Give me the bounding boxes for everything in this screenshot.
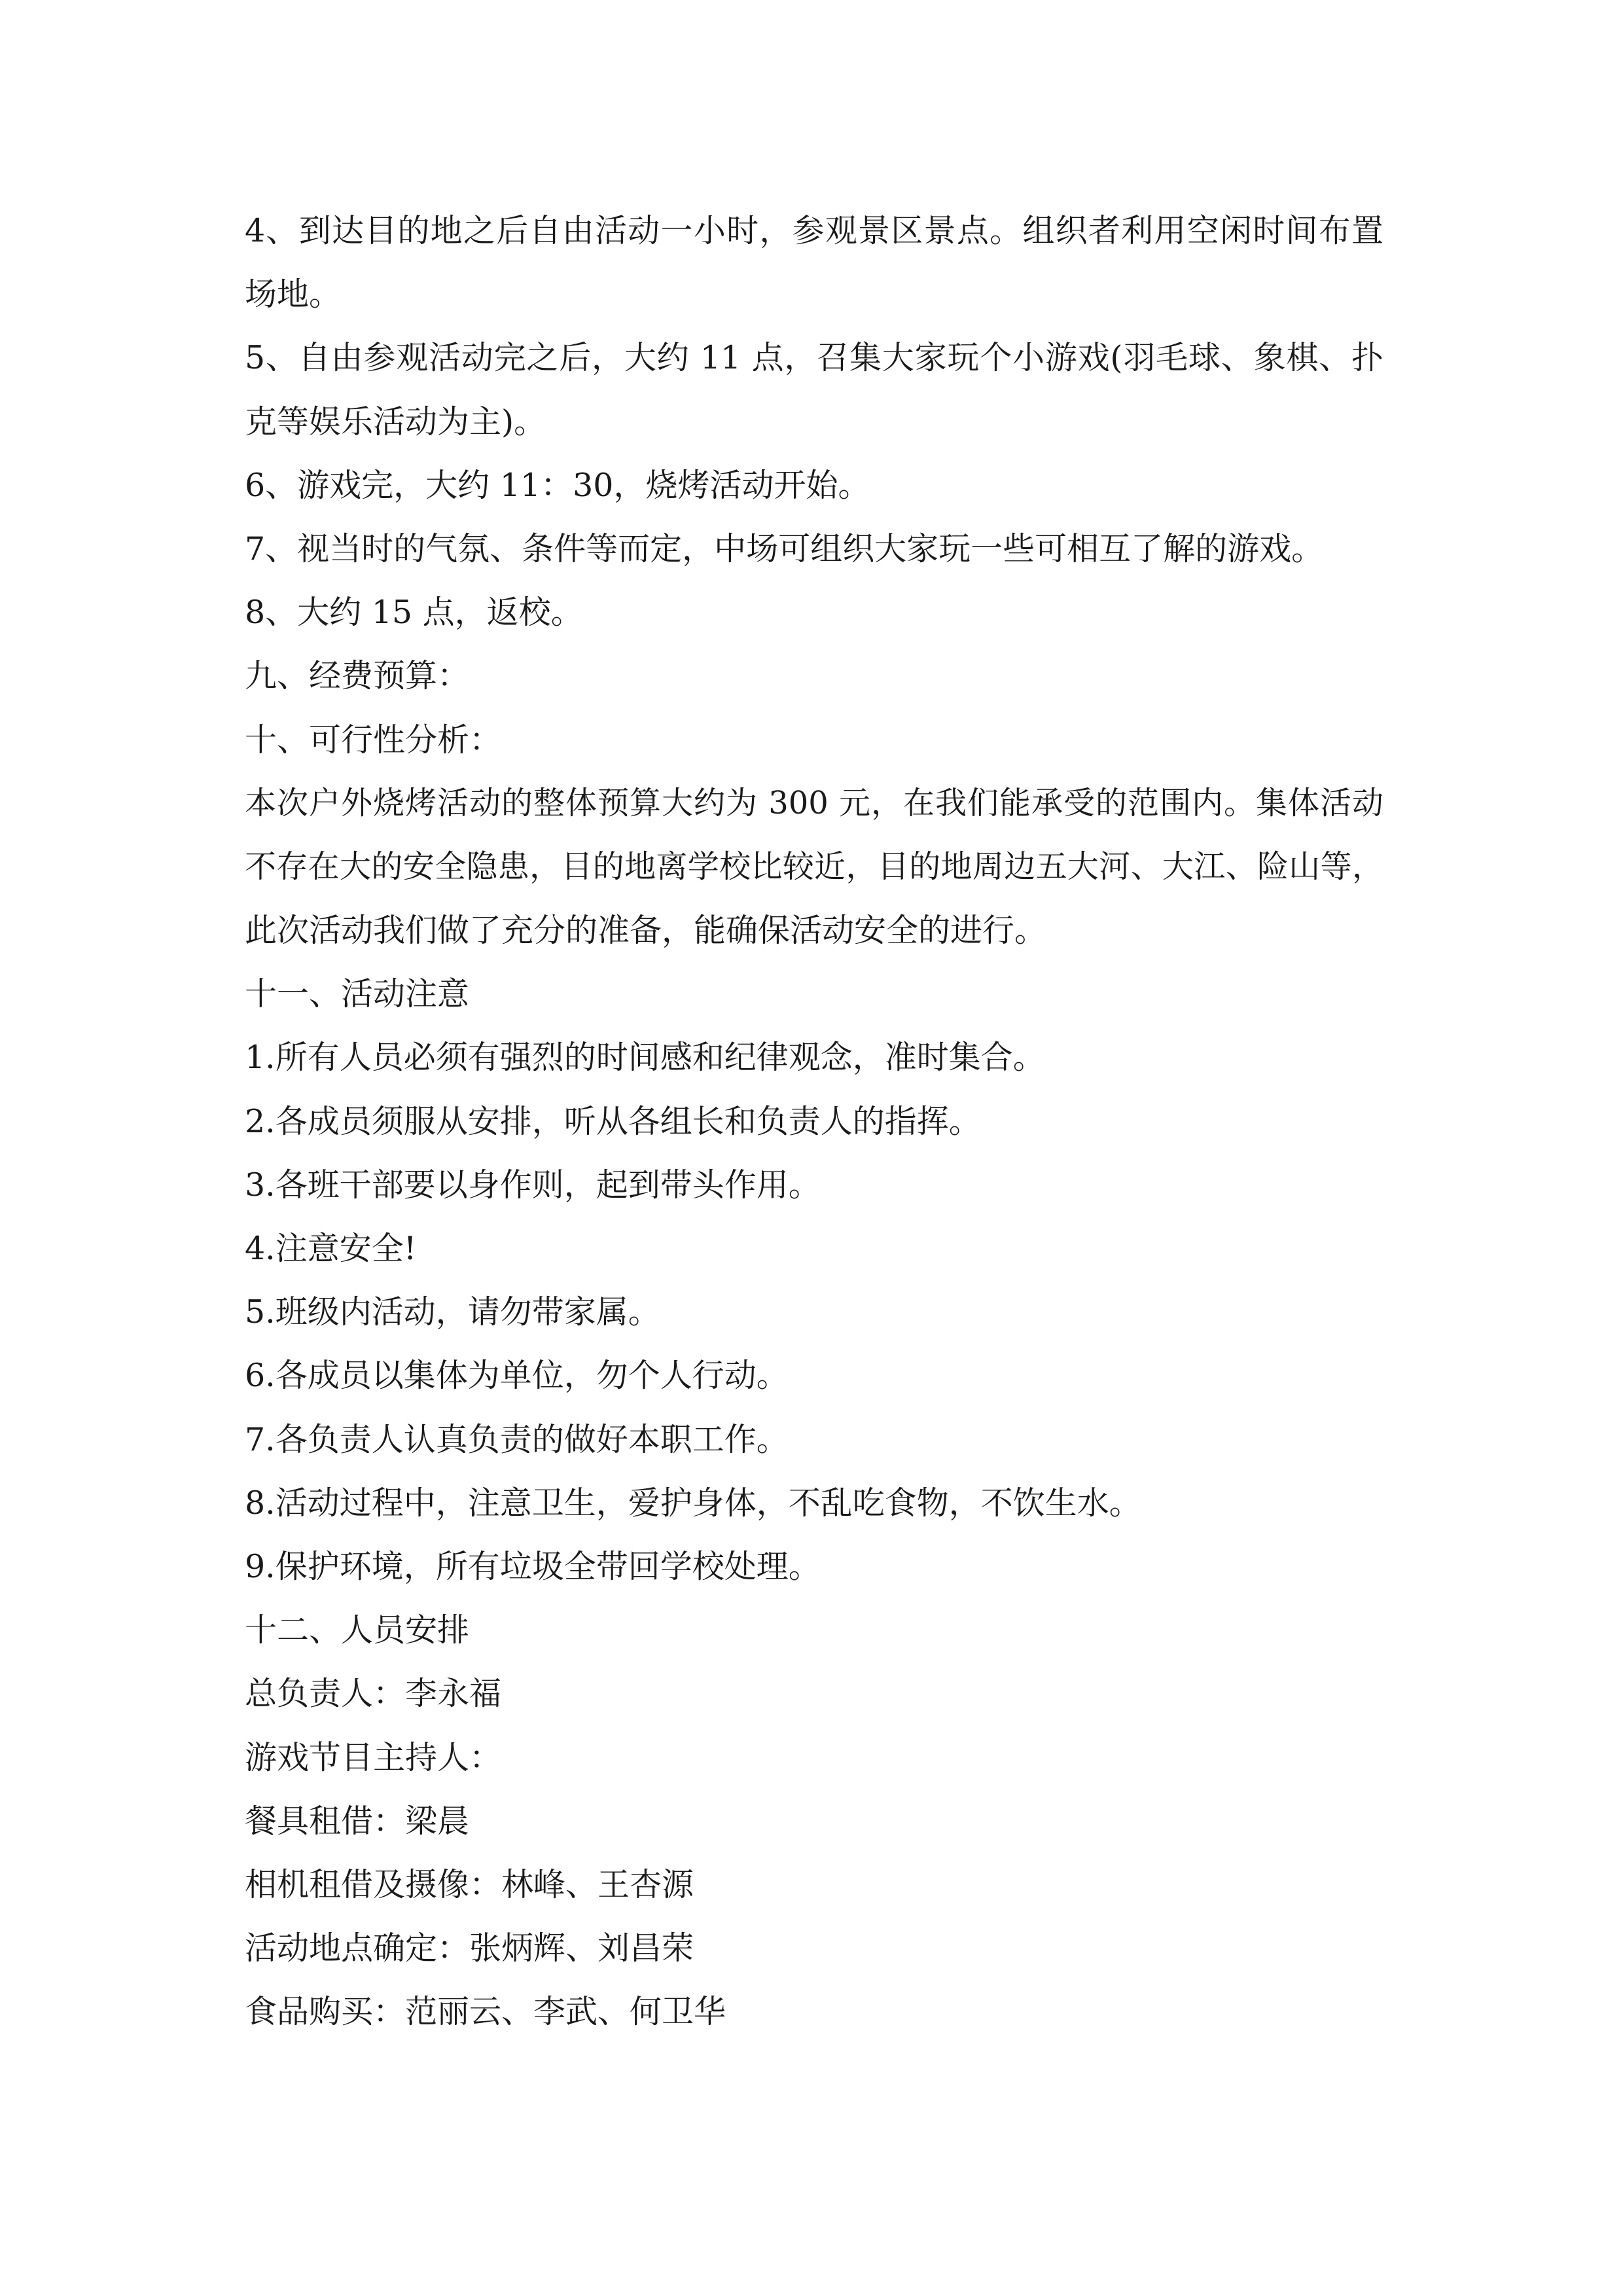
note-item-8: 8.活动过程中，注意卫生，爱护身体，不乱吃食物，不饮生水。 — [245, 1484, 1141, 1522]
note-item-9: 9.保护环境，所有垃圾全带回学校处理。 — [245, 1547, 821, 1585]
note-item-1: 1.所有人员必须有强烈的时间感和纪律观念，准时集合。 — [245, 1039, 1045, 1077]
note-item-6: 6.各成员以集体为单位，勿个人行动。 — [245, 1357, 789, 1395]
staff-food-purchase: 食品购买：范丽云、李武、何卫华 — [245, 1993, 726, 2031]
schedule-item-4-line-2: 场地。 — [245, 276, 342, 314]
note-item-3: 3.各班干部要以身作则，起到带头作用。 — [245, 1166, 821, 1204]
schedule-item-7: 7、视当时的气氛、条件等而定，中场可组织大家玩一些可相互了解的游戏。 — [245, 529, 1324, 567]
section-heading-notes: 十一、活动注意 — [245, 975, 470, 1013]
feasibility-paragraph-line-3: 此次活动我们做了充分的准备，能确保活动安全的进行。 — [245, 912, 1047, 950]
section-heading-budget: 九、经费预算： — [245, 657, 470, 695]
schedule-item-5-line-1: 5、自由参观活动完之后，大约 11 点，召集大家玩个小游戏(羽毛球、象棋、扑 — [245, 339, 1383, 377]
note-item-5: 5.班级内活动，请勿带家属。 — [245, 1293, 660, 1331]
document-body — [245, 199, 1383, 2043]
staff-game-host: 游戏节目主持人： — [245, 1738, 502, 1776]
staff-venue-selection: 活动地点确定：张炳辉、刘昌荣 — [245, 1929, 694, 1967]
staff-camera-rental: 相机租借及摄像：林峰、王杏源 — [245, 1865, 694, 1903]
staff-tableware-rental: 餐具租借：梁晨 — [245, 1802, 470, 1840]
schedule-item-8: 8、大约 15 点，返校。 — [245, 594, 583, 632]
feasibility-paragraph-line-1: 本次户外烧烤活动的整体预算大约为 300 元，在我们能承受的范围内。集体活动 — [245, 784, 1383, 821]
note-item-4: 4.注意安全! — [245, 1230, 417, 1267]
section-heading-feasibility: 十、可行性分析： — [245, 721, 502, 759]
schedule-item-4-line-1: 4、到达目的地之后自由活动一小时，参观景区景点。组织者利用空闲时间布置 — [245, 212, 1383, 249]
feasibility-paragraph-line-2: 不存在大的安全隐患，目的地离学校比较近，目的地周边五大河、大江、险山等， — [245, 848, 1383, 885]
section-heading-staffing: 十二、人员安排 — [245, 1611, 470, 1649]
staff-general-manager: 总负责人：李永福 — [245, 1675, 502, 1713]
note-item-7: 7.各负责人认真负责的做好本职工作。 — [245, 1420, 789, 1458]
schedule-item-6: 6、游戏完，大约 11：30，烧烤活动开始。 — [245, 466, 870, 504]
schedule-item-5-line-2: 克等娱乐活动为主)。 — [245, 403, 546, 440]
note-item-2: 2.各成员须服从安排，听从各组长和负责人的指挥。 — [245, 1102, 981, 1140]
